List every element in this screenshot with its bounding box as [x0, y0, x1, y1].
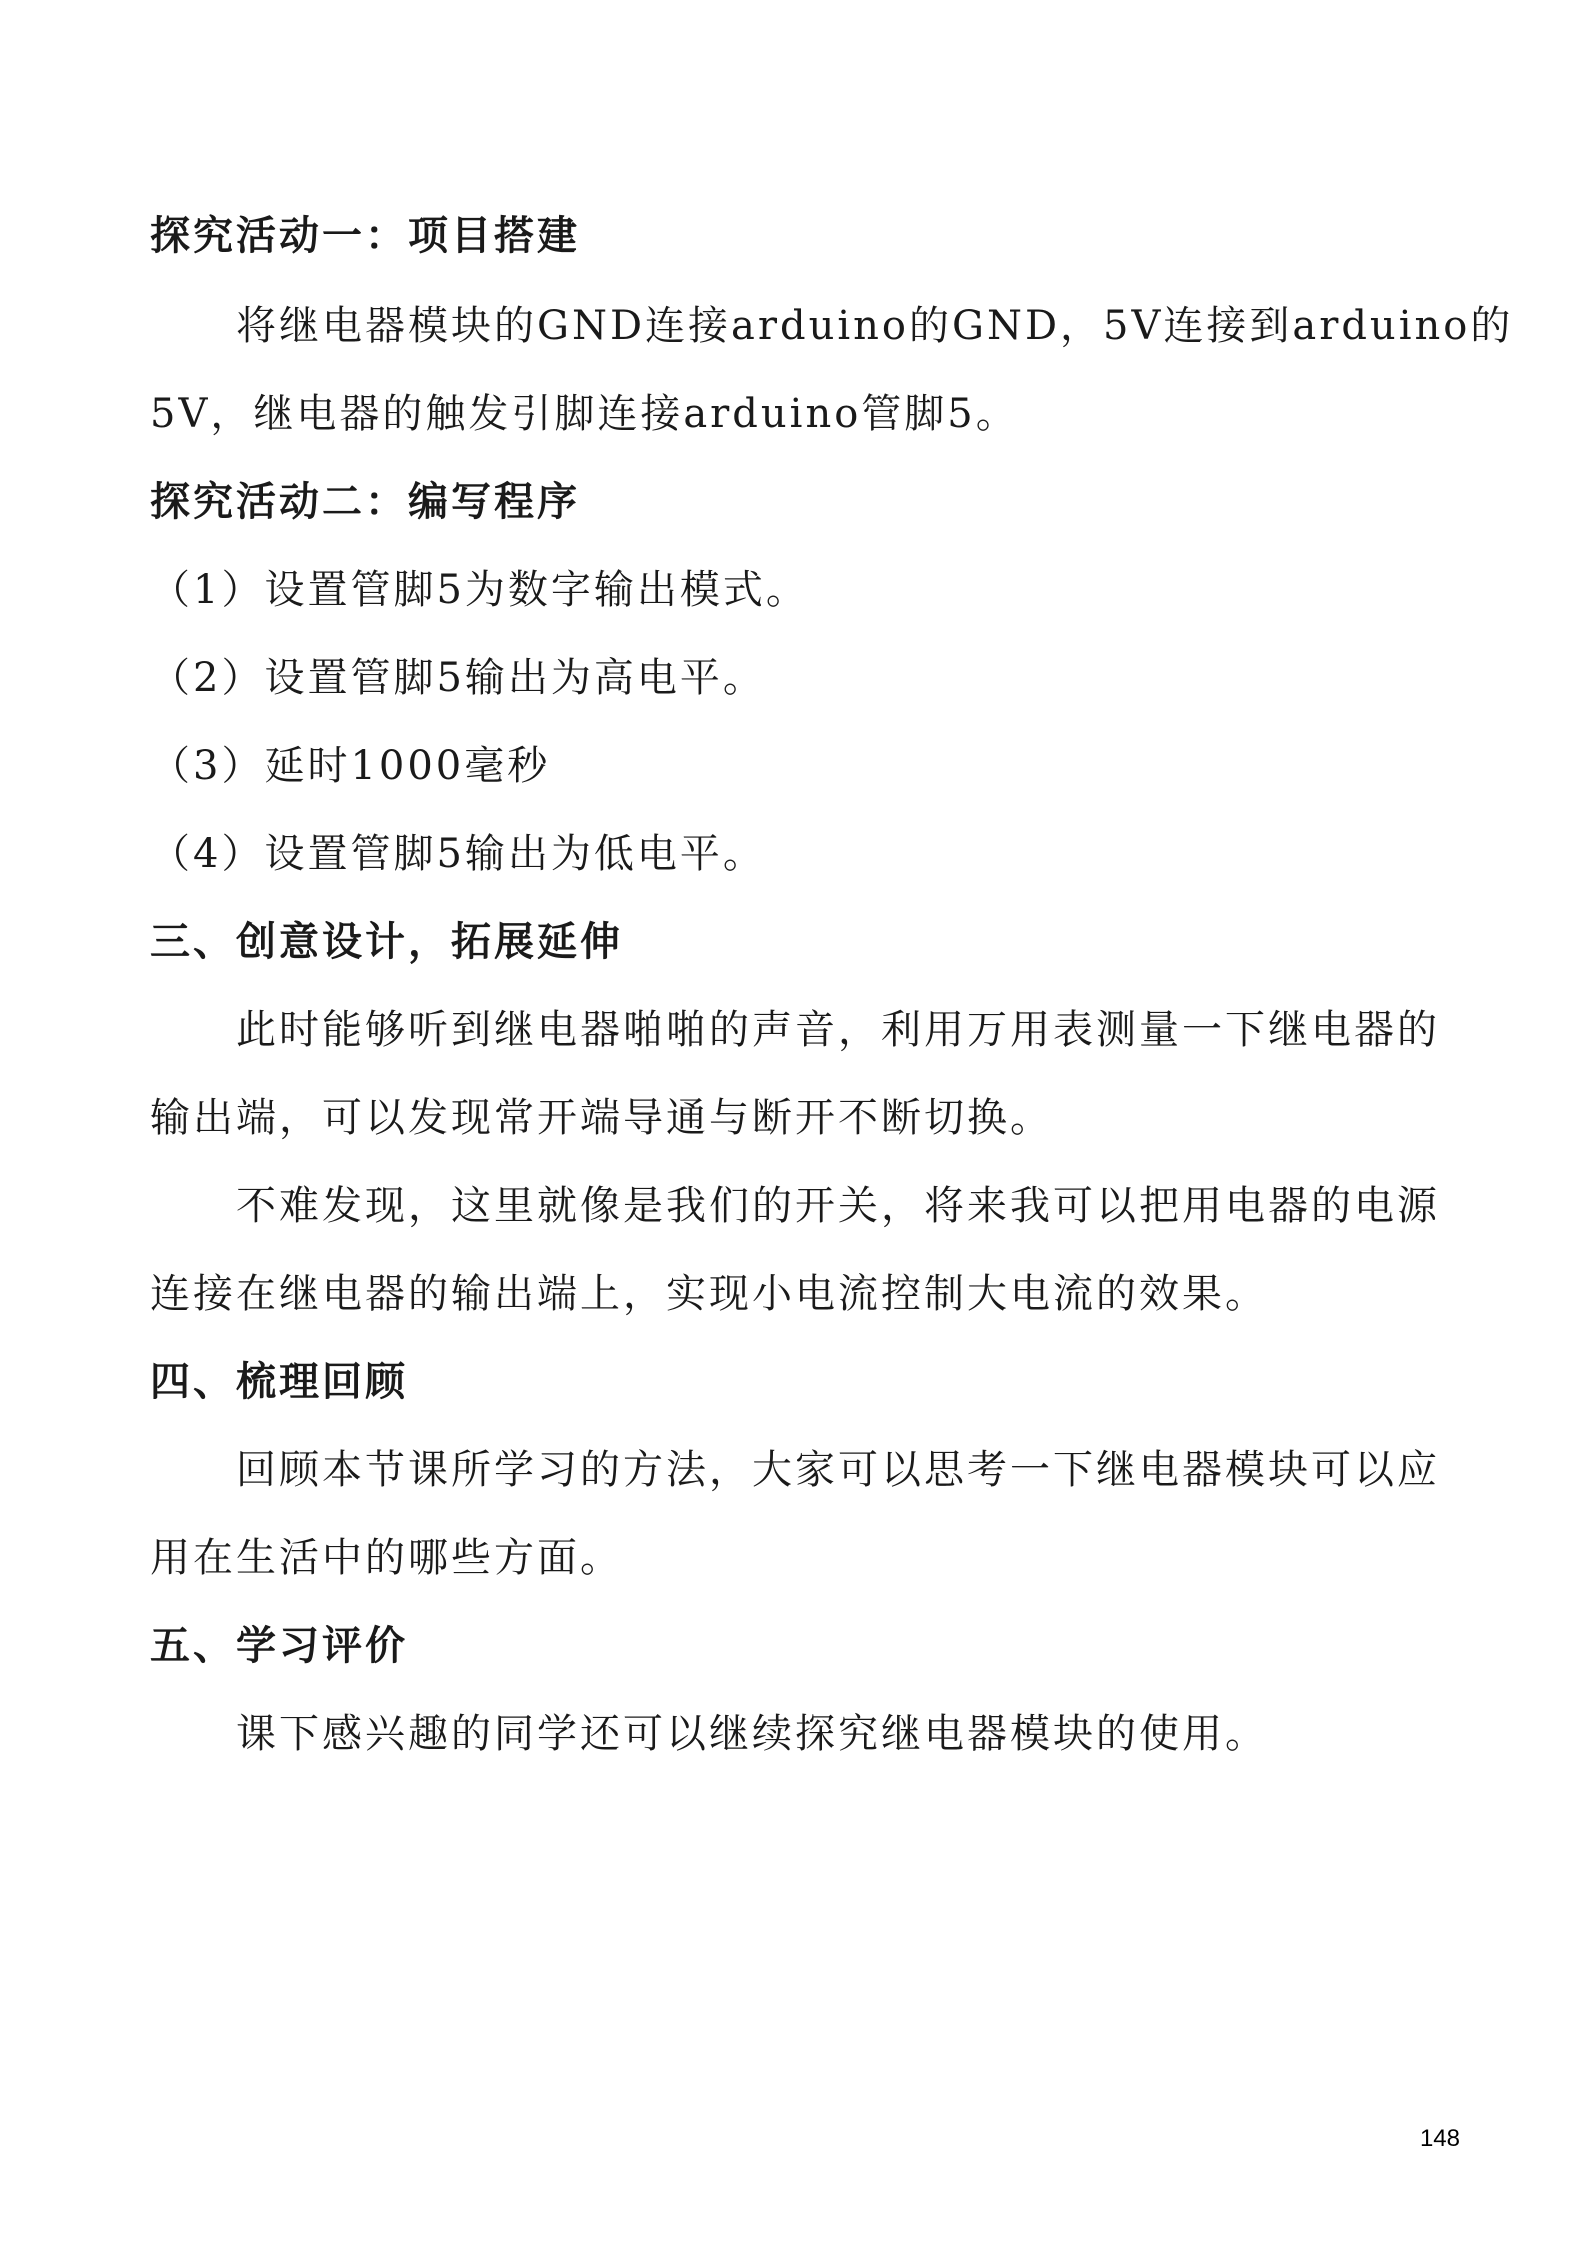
paragraph-sound-line-1: 此时能够听到继电器啪啪的声音，利用万用表测量一下继电器的	[236, 1007, 1440, 1053]
paragraph-review-line-2: 用在生活中的哪些方面。	[150, 1535, 623, 1581]
paragraph-review-line-1: 回顾本节课所学习的方法，大家可以思考一下继电器模块可以应	[236, 1447, 1440, 1493]
page-number: 148	[1419, 2125, 1460, 2152]
step-1: （1）设置管脚5为数字输出模式。	[150, 567, 809, 613]
step-2: （2）设置管脚5输出为高电平。	[150, 655, 766, 701]
heading-review: 四、梳理回顾	[150, 1359, 408, 1405]
paragraph-switch-line-2: 连接在继电器的输出端上，实现小电流控制大电流的效果。	[150, 1271, 1268, 1317]
heading-activity-two: 探究活动二：编写程序	[150, 479, 580, 525]
paragraph-wiring-line-1: 将继电器模块的GND连接arduino的GND，5V连接到arduino的	[236, 303, 1514, 349]
paragraph-evaluation: 课下感兴趣的同学还可以继续探究继电器模块的使用。	[236, 1711, 1268, 1757]
step-4: （4）设置管脚5输出为低电平。	[150, 831, 766, 877]
paragraph-switch-line-1: 不难发现，这里就像是我们的开关，将来我可以把用电器的电源	[236, 1183, 1440, 1229]
heading-creative-design: 三、创意设计，拓展延伸	[150, 919, 623, 965]
heading-evaluation: 五、学习评价	[150, 1623, 408, 1669]
heading-activity-one: 探究活动一：项目搭建	[150, 213, 580, 259]
paragraph-sound-line-2: 输出端，可以发现常开端导通与断开不断切换。	[150, 1095, 1053, 1141]
paragraph-wiring-line-2: 5V，继电器的触发引脚连接arduino管脚5。	[150, 391, 1019, 437]
step-3: （3）延时1000毫秒	[150, 743, 551, 789]
